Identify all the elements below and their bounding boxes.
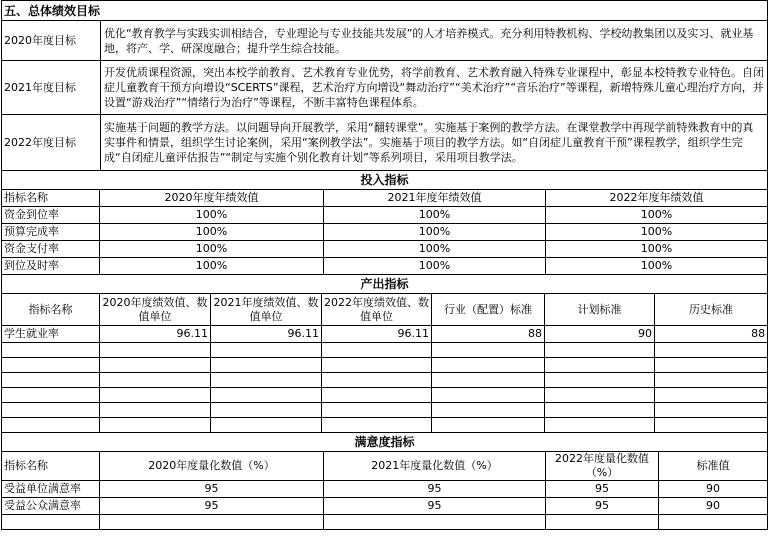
header-cell: 标准值 xyxy=(659,452,768,481)
value-cell: 90 xyxy=(659,498,768,515)
value-cell: 95 xyxy=(546,498,659,515)
goal-text: 优化“教育教学与实践实训相结合，专业理论与专业技能共发展”的人才培养模式。充分利用特教机构、学校幼教集团以及实习、就业基地，将产、学、研深度融合；提升学生综合技能。 xyxy=(101,21,768,61)
header-cell: 指标名称 xyxy=(2,294,100,326)
goals-table xyxy=(1,0,768,171)
table-row xyxy=(2,258,768,275)
value-cell: 95 xyxy=(324,481,546,498)
value-cell: 100% xyxy=(100,258,324,275)
header-cell: 2021年度年绩效值 xyxy=(324,190,546,207)
goal-text: 实施基于问题的教学方法。以问题导向开展教学，采用“翻转课堂”。实施基于案例的教学方法。在课堂教学中再现学前特殊教育中的真实事件和情景，组织学生讨论案例，采用“案例教学法”。实施基于项目的教学方法。如“自闭症儿童教育干预”课程教学，组织学生完成“自闭症儿童评估报告”“制定与实施个别化教育计划”等系列项目，采用项目教学法。 xyxy=(101,115,768,171)
value-cell: 100% xyxy=(100,241,324,258)
value-cell: 95 xyxy=(546,481,659,498)
indicator-name: 资金支付率 xyxy=(2,241,100,258)
goal-year: 2022年度目标 xyxy=(2,115,101,171)
indicator-name: 预算完成率 xyxy=(2,224,100,241)
indicator-name: 到位及时率 xyxy=(2,258,100,275)
value-cell: 100% xyxy=(546,258,768,275)
satisfaction-header-row xyxy=(2,452,768,481)
value-cell: 90 xyxy=(659,481,768,498)
empty-row xyxy=(2,373,768,388)
section-title: 五、总体绩效目标 xyxy=(2,1,768,21)
goal-year: 2020年度目标 xyxy=(2,21,101,61)
goal-year: 2021年度目标 xyxy=(2,61,101,115)
value-cell: 100% xyxy=(324,207,546,224)
header-cell: 2020年度量化数值（%） xyxy=(100,452,324,481)
value-cell: 100% xyxy=(546,207,768,224)
indicator-name: 学生就业率 xyxy=(2,326,100,343)
input-indicators-table xyxy=(1,170,768,275)
empty-row xyxy=(2,388,768,403)
header-cell: 2022年度年绩效值 xyxy=(546,190,768,207)
input-header-row xyxy=(2,190,768,207)
table-row xyxy=(2,224,768,241)
table-row xyxy=(2,207,768,224)
output-title: 产出指标 xyxy=(2,275,768,294)
value-cell: 96.11 xyxy=(322,326,432,343)
header-cell: 2021年度量化数值（%） xyxy=(324,452,546,481)
header-cell: 行业（配置）标准 xyxy=(432,294,545,326)
empty-row xyxy=(2,358,768,373)
value-cell: 95 xyxy=(324,498,546,515)
empty-row xyxy=(2,343,768,358)
value-cell: 88 xyxy=(655,326,768,343)
value-cell: 100% xyxy=(324,241,546,258)
header-cell: 2021年度绩效值、数值单位 xyxy=(211,294,322,326)
value-cell: 88 xyxy=(432,326,545,343)
table-row xyxy=(2,498,768,515)
value-cell: 100% xyxy=(324,224,546,241)
header-cell: 2022年度量化数值（%） xyxy=(546,452,659,481)
value-cell: 90 xyxy=(545,326,655,343)
value-cell: 96.11 xyxy=(100,326,211,343)
goal-row-2021 xyxy=(2,61,768,115)
table-row xyxy=(2,481,768,498)
satisfaction-title: 满意度指标 xyxy=(2,433,768,452)
empty-row xyxy=(2,403,768,418)
value-cell: 100% xyxy=(100,224,324,241)
value-cell: 100% xyxy=(100,207,324,224)
output-header-row xyxy=(2,294,768,326)
value-cell: 95 xyxy=(100,498,324,515)
value-cell: 100% xyxy=(546,241,768,258)
header-cell: 计划标准 xyxy=(545,294,655,326)
goal-row-2022 xyxy=(2,115,768,171)
input-title: 投入指标 xyxy=(2,171,768,190)
header-cell: 2020年度绩效值、数值单位 xyxy=(100,294,211,326)
indicator-name: 资金到位率 xyxy=(2,207,100,224)
value-cell: 96.11 xyxy=(211,326,322,343)
header-cell: 2020年度年绩效值 xyxy=(100,190,324,207)
header-cell: 2022年度绩效值、数值单位 xyxy=(322,294,432,326)
header-cell: 指标名称 xyxy=(2,452,100,481)
satisfaction-indicators-table xyxy=(1,432,768,530)
indicator-name: 受益单位满意率 xyxy=(2,481,100,498)
indicator-name: 受益公众满意率 xyxy=(2,498,100,515)
output-indicators-table xyxy=(1,274,768,433)
empty-row xyxy=(2,418,768,433)
goal-text: 开发优质课程资源，突出本校学前教育、艺术教育专业优势，将学前教育、艺术教育融入特殊专业课程中，彰显本校特教专业特色。自闭症儿童教育干预方向增设“SCERTS”课程，艺术治疗方向增设“舞动治疗”“美术治疗”“音乐治疗”等课程，新增特殊儿童心理治疗方向，并设置“游戏治疗”“情绪行为治疗”等课程，不断丰富特色课程体系。 xyxy=(101,61,768,115)
goal-row-2020 xyxy=(2,21,768,61)
value-cell: 100% xyxy=(546,224,768,241)
empty-row xyxy=(2,515,768,530)
header-cell: 历史标准 xyxy=(655,294,768,326)
table-row xyxy=(2,326,768,343)
value-cell: 100% xyxy=(324,258,546,275)
value-cell: 95 xyxy=(100,481,324,498)
table-row xyxy=(2,241,768,258)
header-cell: 指标名称 xyxy=(2,190,100,207)
